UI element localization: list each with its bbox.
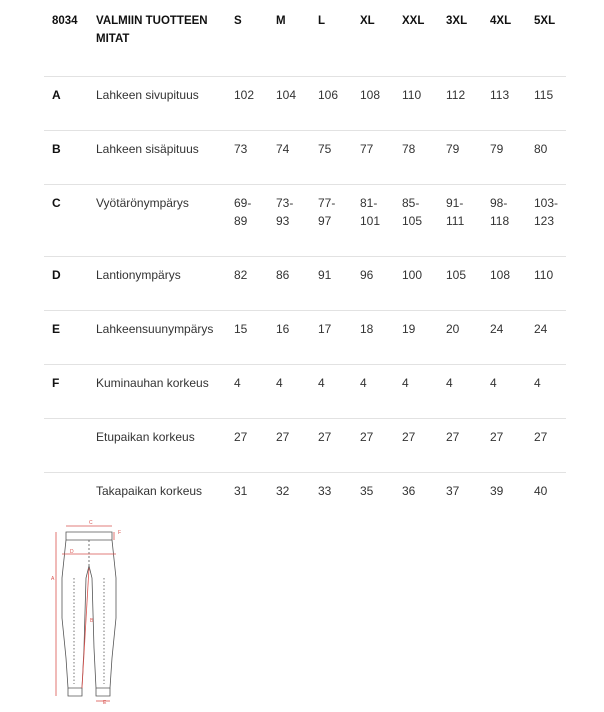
size-value: 79 bbox=[446, 131, 490, 185]
table-title: VALMIIN TUOTTEEN MITAT bbox=[96, 2, 234, 77]
size-value: 4 bbox=[490, 365, 534, 419]
size-value: 113 bbox=[490, 77, 534, 131]
size-value: 91 bbox=[318, 257, 360, 311]
measure-code: B bbox=[44, 131, 96, 185]
size-value: 27 bbox=[318, 419, 360, 473]
size-header: S bbox=[234, 2, 276, 77]
size-value: 18 bbox=[360, 311, 402, 365]
size-value: 27 bbox=[534, 419, 566, 473]
size-value: 86 bbox=[276, 257, 318, 311]
measure-code: E bbox=[44, 311, 96, 365]
size-value: 24 bbox=[534, 311, 566, 365]
size-value: 73 bbox=[234, 131, 276, 185]
size-value: 27 bbox=[276, 419, 318, 473]
size-value: 108 bbox=[360, 77, 402, 131]
size-value: 37 bbox=[446, 484, 460, 498]
size-value: 4 bbox=[276, 365, 318, 419]
size-value: 85- 105 bbox=[402, 185, 446, 257]
measure-label: Lantionympärys bbox=[96, 257, 234, 311]
size-value: 69- 89 bbox=[234, 185, 276, 257]
table-row bbox=[44, 257, 566, 311]
diagram-mark-label: D bbox=[70, 549, 74, 555]
size-value: 77 bbox=[360, 131, 402, 185]
size-value: 32 bbox=[276, 484, 290, 498]
size-value: 4 bbox=[446, 365, 490, 419]
diagram-mark-label: F bbox=[118, 530, 122, 536]
size-value: 115 bbox=[534, 77, 566, 131]
size-value: 103- 123 bbox=[534, 185, 566, 257]
table-row bbox=[44, 185, 566, 257]
size-value: 31 bbox=[234, 484, 248, 498]
measure-label: Lahkeensuunympärys bbox=[96, 311, 234, 365]
size-value: 78 bbox=[402, 131, 446, 185]
size-value: 81- 101 bbox=[360, 185, 402, 257]
size-value: 4 bbox=[402, 365, 446, 419]
size-value: 98- 118 bbox=[490, 185, 534, 257]
size-value: 33 bbox=[318, 484, 332, 498]
size-value: 27 bbox=[402, 419, 446, 473]
size-value: 24 bbox=[490, 311, 534, 365]
size-value: 74 bbox=[276, 131, 318, 185]
size-table bbox=[44, 2, 566, 526]
size-value: 73- 93 bbox=[276, 185, 318, 257]
size-value: 4 bbox=[360, 365, 402, 419]
size-value: 4 bbox=[234, 365, 276, 419]
size-value: 105 bbox=[446, 257, 490, 311]
measure-label: Vyötärönympärys bbox=[96, 185, 234, 257]
measure-label: Lahkeen sivupituus bbox=[96, 77, 234, 131]
measure-label: Kuminauhan korkeus bbox=[96, 365, 234, 419]
size-value: 27 bbox=[446, 419, 490, 473]
model-number: 8034 bbox=[44, 2, 96, 77]
size-header: 5XL bbox=[534, 2, 566, 77]
diagram-mark-label: E bbox=[103, 700, 107, 706]
size-value: 108 bbox=[490, 257, 534, 311]
measure-label: Etupaikan korkeus bbox=[96, 419, 234, 473]
size-value: 106 bbox=[318, 77, 360, 131]
size-value: 35 bbox=[360, 484, 374, 498]
size-value: 36 bbox=[402, 484, 416, 498]
measure-code: A bbox=[44, 77, 96, 131]
size-value: 79 bbox=[490, 131, 534, 185]
size-value: 4 bbox=[534, 365, 566, 419]
size-value: 80 bbox=[534, 131, 566, 185]
size-value: 75 bbox=[318, 131, 360, 185]
pants-diagram bbox=[48, 518, 130, 708]
size-value: 20 bbox=[446, 311, 490, 365]
size-value: 17 bbox=[318, 311, 360, 365]
measure-code: F bbox=[44, 365, 96, 419]
size-header: XXL bbox=[402, 2, 446, 77]
size-value: 82 bbox=[234, 257, 276, 311]
size-value: 16 bbox=[276, 311, 318, 365]
size-value: 100 bbox=[402, 257, 446, 311]
size-value: 77- 97 bbox=[318, 185, 360, 257]
table-row bbox=[44, 311, 566, 365]
size-header: 3XL bbox=[446, 2, 490, 77]
size-value: 15 bbox=[234, 311, 276, 365]
size-value: 4 bbox=[318, 365, 360, 419]
measure-code: C bbox=[44, 185, 96, 257]
size-header: XL bbox=[360, 2, 402, 77]
size-value: 96 bbox=[360, 257, 402, 311]
size-value: 27 bbox=[234, 419, 276, 473]
size-header: M bbox=[276, 2, 318, 77]
measure-code bbox=[44, 419, 96, 473]
size-value: 40 bbox=[534, 484, 548, 498]
table-row bbox=[44, 419, 566, 473]
table-row bbox=[44, 77, 566, 131]
size-value: 27 bbox=[360, 419, 402, 473]
table-row bbox=[44, 365, 566, 419]
size-value: 104 bbox=[276, 77, 318, 131]
size-value: 39 bbox=[490, 484, 504, 498]
measure-code: D bbox=[44, 257, 96, 311]
measure-label: Takapaikan korkeus bbox=[96, 484, 203, 498]
size-value: 102 bbox=[234, 77, 276, 131]
size-value: 27 bbox=[490, 419, 534, 473]
diagram-mark-label: C bbox=[89, 520, 93, 526]
diagram-mark-label: B bbox=[90, 618, 94, 624]
size-header: 4XL bbox=[490, 2, 534, 77]
table-row bbox=[44, 131, 566, 185]
size-header: L bbox=[318, 2, 360, 77]
size-value: 91- 111 bbox=[446, 185, 490, 257]
size-value: 110 bbox=[402, 77, 446, 131]
size-value: 19 bbox=[402, 311, 446, 365]
header-row bbox=[44, 2, 566, 77]
size-value: 110 bbox=[534, 257, 566, 311]
diagram-mark-label: A bbox=[51, 576, 55, 582]
measure-label: Lahkeen sisäpituus bbox=[96, 131, 234, 185]
size-value: 112 bbox=[446, 77, 490, 131]
